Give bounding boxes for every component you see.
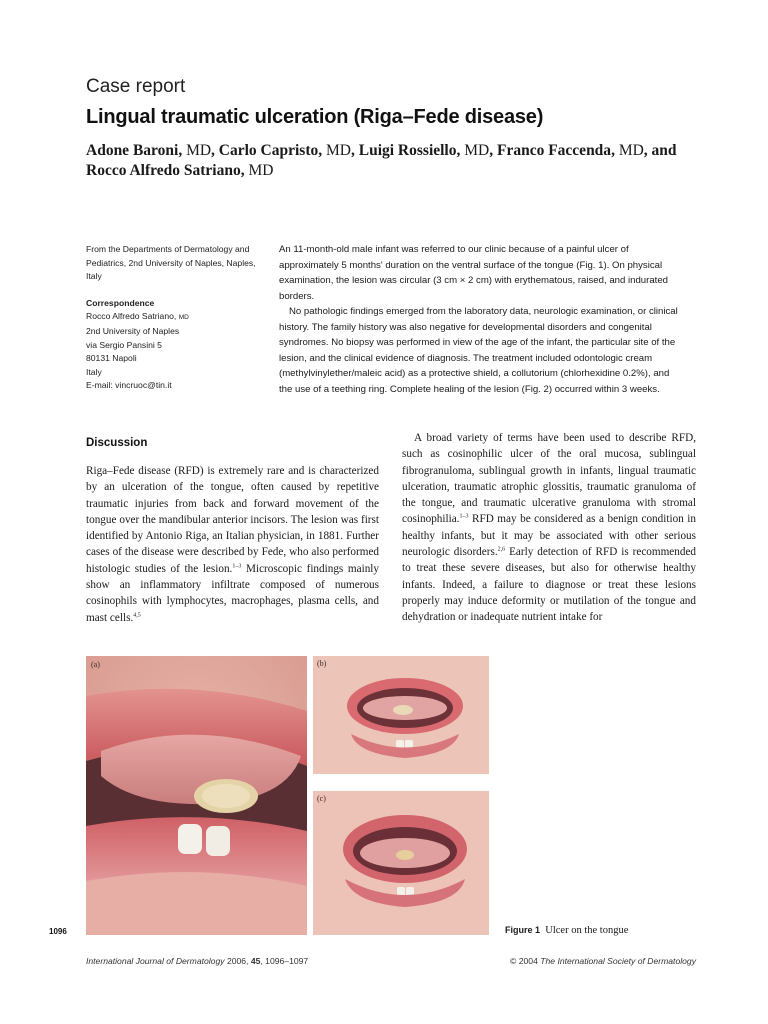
figure-caption [505, 925, 628, 936]
address-line: 2nd University of Naples [86, 325, 180, 336]
body-paragraph: Riga–Fede disease (RFD) is extremely rare and is characterized by an ulceration of the tongue, often caused by repetitive traumatic injuries from back and forward movement of the tongue over the mandibular anterior incisors. The lesion was first identified by Antonio Riga, an Italian physician, in 1881. Further cases of the disease were described by Fede, who also performed histologic studies of the lesion.$^{1-3}$ Microscopic findings mainly show an inflammatory infiltrate composed of numerous cosinophils with lymphocytes, macrophages, plasma cells, and mast cells.$^{4,5}$ [86, 465, 379, 624]
author-degree: MD [618, 142, 644, 159]
correspondence-address [86, 325, 271, 393]
figure-panel-c-photo [313, 791, 489, 935]
author-degree: MD [248, 162, 274, 179]
author-degree: MD [186, 142, 212, 159]
figure-panel-label-c: (c) [317, 794, 326, 803]
figure-panel-label-b: (b) [317, 659, 327, 668]
affiliation-block [86, 243, 271, 393]
reference-marker: 2,6 [497, 546, 506, 553]
author-name: Adone Baroni [86, 142, 179, 159]
address-line: E-mail: vincruoc@tin.it [86, 380, 172, 391]
author-degree: MD [326, 142, 351, 159]
author-name: Luigi Rossiello [358, 142, 457, 159]
body-paragraph: A broad variety of terms have been used to describe RFD, such as cosinophilic ulcer of the oral mucosa, sublingual fibrogranuloma, sublingual growth in infants, lingual traumatic ulceration, traumatic atrophic glossitis, traumatic granuloma of the tongue, and traumatic ulcerative granuloma with stromal cosinophilia.$^{1-3}$ RFD may be considered as a benign condition in healthy infants, but it may be associated with other serious neurologic disorders.$^{2,6}$ Early detection of RFD is recommended to treat these severe diseases, but also for otherwise healthy infants. Indeed, a failure to diagnose or treat these lesions properly may induce deformity or mutilation of the tongue and dehydration or inadequate nutrient intake for [402, 432, 697, 624]
case-abstract [279, 242, 681, 397]
figure-label: Figure 1 [505, 925, 541, 935]
figure-panel-a-photo [86, 656, 307, 935]
address-line: Italy [86, 366, 102, 377]
correspondence-heading: Correspondence [86, 297, 155, 308]
author-list: Adone Baroni, MD, Carlo Capristo, MD, Luigi Rossiello, MD, Franco Faccenda, MD, and Rocco Alfredo Satriano, MD [86, 142, 677, 179]
article-title: Lingual traumatic ulceration (Riga–Fede disease) [86, 106, 544, 128]
affiliation-text: From the Departments of Dermatology and Pediatrics, 2nd University of Naples, Naples, Italy [86, 244, 256, 282]
abstract-paragraph: An 11-month-old male infant was referred to our clinic because of a painful ulcer of approximately 5 months' duration on the ventral surface of the tongue (Fig. 1). On physical examination, the lesion was circular (3 cm × 2 cm) with erythematous, raised, and indurated borders. [279, 244, 668, 302]
footer-copyright: © 2004 The International Society of Dermatology [510, 956, 696, 966]
reference-marker: 1–3 [459, 513, 469, 520]
reference-marker: 1–3 [232, 563, 242, 570]
abstract-paragraph: No pathologic findings emerged from the laboratory data, neurologic examination, or clinical history. The family history was also negative for developmental disorders and congenital syndromes. No biopsy was performed in view of the age of the infant, the particular site of the lesion, and the clinical evidence of diagnosis. The treatment included odontologic cream (methylvinylether/maleic acid) as a protective shield, a collutorium (chlorhexidine 0.2%), and the use of a teething ring. Complete healing of the lesion (Fig. 2) occurred within 3 weeks. [279, 306, 678, 395]
page-number: 1096 [49, 927, 67, 936]
discussion-column-right [402, 430, 696, 626]
correspondence-name: Rocco Alfredo Satriano, MD [86, 311, 189, 322]
figure-panel-b-photo [313, 656, 489, 774]
footer-citation: International Journal of Dermatology 2006, 45, 1096–1097 [86, 956, 309, 966]
author-name: Rocco Alfredo Satriano [86, 162, 241, 179]
address-line: 80131 Napoli [86, 353, 137, 364]
author-name: Carlo Capristo [218, 142, 319, 159]
address-line: via Sergio Pansini 5 [86, 339, 162, 350]
author-degree: MD [464, 142, 490, 159]
figure-panel-label-a: (a) [91, 660, 100, 669]
reference-marker: 4,5 [133, 611, 141, 618]
figure-caption-text: Ulcer on the tongue [545, 925, 629, 936]
section-heading-discussion: Discussion [86, 437, 148, 449]
article-type-label: Case report [86, 76, 186, 97]
discussion-column-left [86, 463, 379, 626]
author-name: Franco Faccenda [496, 142, 612, 159]
